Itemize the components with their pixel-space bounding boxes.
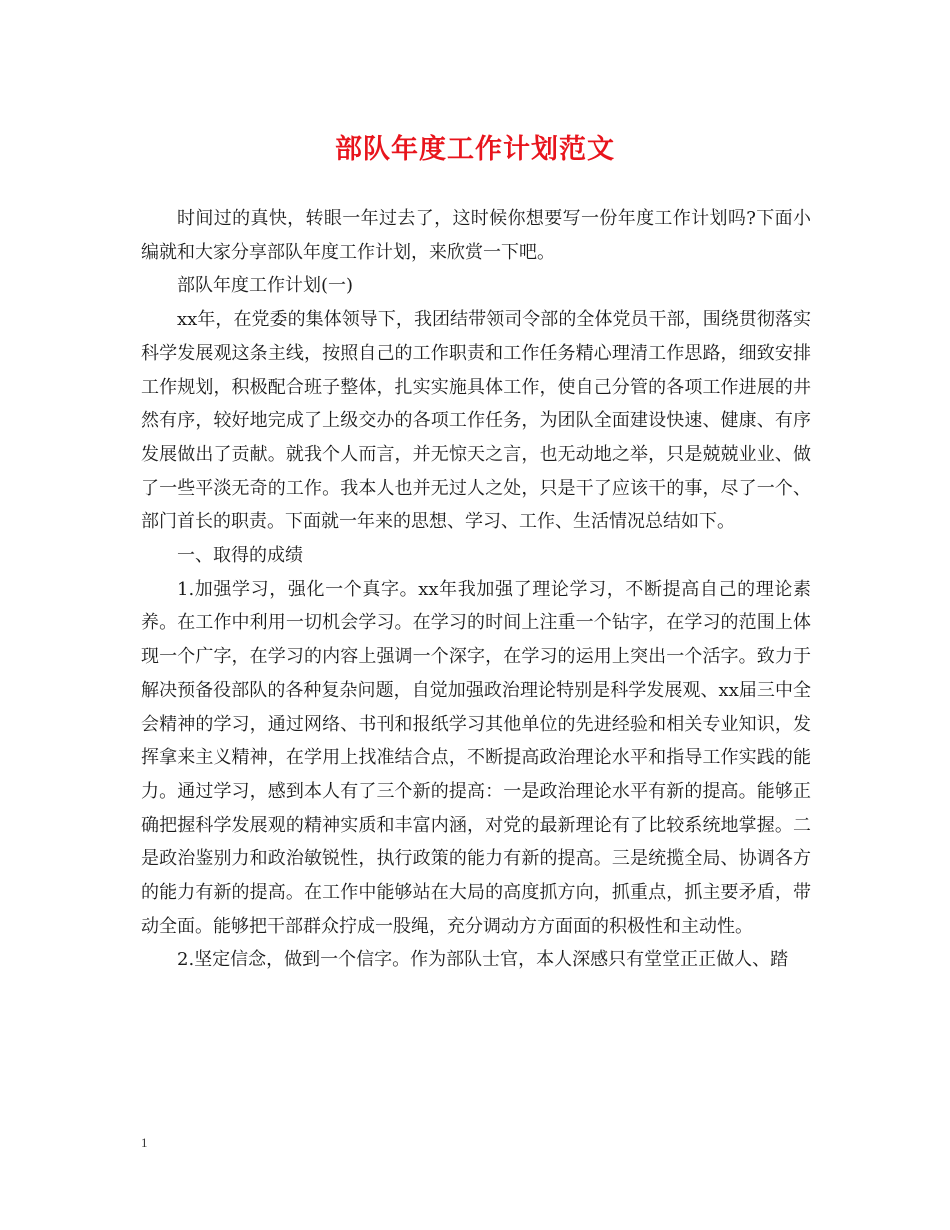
body-paragraph: 1.加强学习，强化一个真字。xx年我加强了理论学习，不断提高自己的理论素养。在工作中利用一切机会学习。在学习的时间上注重一个钻字，在学习的范围上体现一个广字，在学习的内容上强调一个深字，在学习的运用上突出一个活字。致力于解决预备役部队的各种复杂问题，自觉加强政治理论特别是科学发展观、xx届三中全会精神的学习，通过网络、书刊和报纸学习其他单位的先进经验和相关专业知识，发挥拿来主义精神，在学用上找准结合点，不断提高政治理论水平和指导工作实践的能力。通过学习，感到本人有了三个新的提高：一是政治理论水平有新的提高。能够正确把握科学发展观的精神实质和丰富内涵，对党的最新理论有了比较系统地掌握。二是政治鉴别力和政治敏锐性，执行政策的能力有新的提高。三是统揽全局、协调各方的能力有新的提高。在工作中能够站在大局的高度抓方向，抓重点，抓主要矛盾，带动全面。能够把干部群众拧成一股绳，充分调动方方面面的积极性和主动性。 <box>141 578 811 937</box>
body-paragraph: xx年，在党委的集体领导下，我团结带领司令部的全体党员干部，围绕贯彻落实科学发展观这条主线，按照自己的工作职责和工作任务精心理清工作思路，细致安排工作规划，积极配合班子整体，扎实实施具体工作，使自己分管的各项工作进展的井然有序，较好地完成了上级交办的各项工作任务，为团队全面建设快速、健康、有序发展做出了贡献。就我个人而言，并无惊天之言，也无动地之举，只是兢兢业业、做了一些平淡无奇的工作。我本人也并无过人之处，只是干了应该干的事，尽了一个、部门首长的职责。下面就一年来的思想、学习、工作、生活情况总结如下。 <box>141 309 811 533</box>
intro-paragraph: 时间过的真快，转眼一年过去了，这时候你想要写一份年度工作计划吗?下面小编就和大家分享部队年度工作计划，来欣赏一下吧。 <box>141 208 811 263</box>
section-heading-plan-1: 部队年度工作计划(一) <box>177 275 354 297</box>
document-title: 部队年度工作计划范文 <box>335 134 615 165</box>
document-body <box>141 202 811 977</box>
body-paragraph: 2.坚定信念，做到一个信字。作为部队士官，本人深感只有堂堂正正做人、踏 <box>177 949 789 971</box>
section-heading-achievements: 一、取得的成绩 <box>177 545 303 567</box>
page-number: 1 <box>141 1135 148 1150</box>
